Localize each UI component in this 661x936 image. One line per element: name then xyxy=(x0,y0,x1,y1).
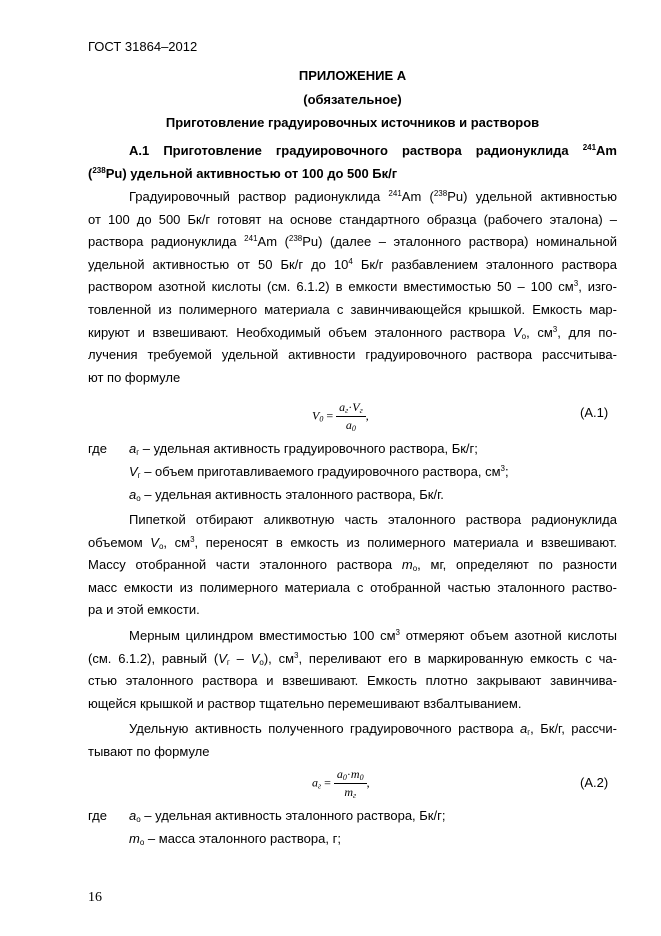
text: Pu) удельной активностью xyxy=(447,189,617,204)
formula-a1 xyxy=(312,400,369,433)
subscript: о xyxy=(136,815,141,824)
exponent: 3 xyxy=(294,650,299,660)
where-label: где xyxy=(88,441,107,456)
fraction xyxy=(336,400,366,433)
isotope-mass: 241 xyxy=(582,143,597,152)
section-heading-line1: Приготовление градуировочного раствора радионуклида xyxy=(163,143,569,158)
text-line: ра и этой емкости. xyxy=(88,602,200,618)
subscript: г xyxy=(359,406,363,415)
text: ; xyxy=(504,464,509,479)
text: кируют и взвешивают. Необходимый объем эталонного раствора xyxy=(88,324,513,340)
definition xyxy=(129,441,478,456)
fraction xyxy=(334,767,367,800)
isotope-mass: 238 xyxy=(92,165,106,175)
text: Бк/г разбавлением эталонного раствора xyxy=(352,256,617,272)
formula-a2 xyxy=(312,767,370,800)
text: (см. 6.1.2), равный ( xyxy=(88,650,219,666)
text: – удельная активность градуировочного раствора, Бк/г; xyxy=(139,441,478,456)
isotope-symbol: Am xyxy=(596,143,617,158)
exponent: 3 xyxy=(500,464,505,473)
variable: V xyxy=(512,324,522,340)
variable: V xyxy=(129,464,138,479)
definition xyxy=(129,464,509,479)
text: Пипеткой отбирают аликвотную часть эталонного раствора радионуклида xyxy=(129,512,617,527)
subscript: о xyxy=(158,541,164,551)
denominator xyxy=(336,417,366,433)
text: , изго- xyxy=(578,279,617,295)
numerator xyxy=(336,400,366,417)
text: – удельная активность эталонного раствора, Бк/г. xyxy=(140,487,444,502)
variable: m xyxy=(129,831,140,846)
text: Мерным цилиндром вместимостью 100 см xyxy=(129,628,396,643)
text-line: тывают по формуле xyxy=(88,743,210,759)
text: , переливают его в маркированную емкость с ча- xyxy=(298,650,617,666)
operator: · xyxy=(348,400,353,414)
text-line: масс емкости из полимерного материала с отобранной частью эталонного раство- xyxy=(88,579,617,595)
subscript: г xyxy=(345,406,349,415)
exponent: 3 xyxy=(190,534,195,544)
isotope-mass: 241 xyxy=(388,189,402,198)
text: , переносят в емкость из полимерного материала и взвешивают. xyxy=(194,534,618,550)
text: отмеряют объем азотной кислоты xyxy=(399,628,617,643)
formula-lhs: V xyxy=(312,408,320,423)
equals-sign: = xyxy=(326,408,334,423)
exponent: 3 xyxy=(552,324,558,334)
text-line: стью эталонного раствора и взвешивают. Емкость плотно закрывают завинчива- xyxy=(88,673,617,689)
numerator xyxy=(334,767,367,784)
text: – объем приготавливаемого градуировочного раствора, см xyxy=(140,464,501,479)
operator: · xyxy=(346,767,351,781)
text: Удельную активность полученного градуировочного раствора xyxy=(129,721,520,736)
subscript: о xyxy=(136,494,141,503)
text: , Бк/г, рассчи- xyxy=(530,721,617,736)
text: удельной активностью от 50 Бк/г до 10 xyxy=(88,256,349,272)
paragraph-3 xyxy=(88,625,617,715)
isotope-mass: 238 xyxy=(433,189,448,198)
equals-sign: = xyxy=(324,775,331,790)
variable: V xyxy=(218,650,227,666)
exponent: 3 xyxy=(573,279,579,289)
text: , см xyxy=(163,534,191,550)
text-line: товленной из полимерного материала с завинчивающейся крышкой. Емкость мар- xyxy=(88,301,617,317)
text: Am ( xyxy=(401,189,434,204)
text: , мг, определяют по разности xyxy=(417,557,617,573)
section-heading: А.1 Приготовление градуировочного раствора радионуклида $^{241}$Am ($^{238}$Pu) удельной активностью от 100 до 500 Бк/г xyxy=(88,143,617,181)
appendix-status: (обязательное) xyxy=(303,92,402,107)
variable: m xyxy=(401,557,413,573)
variable: a xyxy=(345,418,352,432)
subscript: г xyxy=(527,728,531,737)
text: ), см xyxy=(263,650,295,666)
where-label: где xyxy=(88,808,107,823)
text-line: ют по формуле xyxy=(88,369,181,385)
variable: V xyxy=(250,650,260,666)
text: Am ( xyxy=(257,234,289,250)
section-number: А.1 xyxy=(129,143,150,158)
text: Pu) (далее – эталонного раствора) номинальной xyxy=(302,234,617,250)
variable: V xyxy=(352,400,360,414)
subscript: г xyxy=(353,791,357,800)
variable: a xyxy=(336,767,343,781)
text-line: от 100 до 500 Бк/г готовят на основе стандартного образца (рабочего эталона) – xyxy=(88,211,617,227)
text: Массу отобранной части эталонного раствора xyxy=(88,557,402,573)
page-number: 16 xyxy=(88,890,102,905)
definition xyxy=(129,487,444,502)
text-line: ющейся крышкой и раствор тщательно перемешивают взбалтыванием. xyxy=(88,695,522,711)
variable: a xyxy=(129,487,137,502)
text: – xyxy=(229,650,251,666)
text: , для по- xyxy=(557,324,617,340)
subscript: о xyxy=(259,657,264,667)
text: – удельная активность эталонного раствора, Бк/г; xyxy=(140,808,446,823)
text: раствором азотной кислоты (см. 6.1.2) в емкости вместимостью 50 – 100 см xyxy=(88,279,574,295)
variable: m xyxy=(344,785,354,799)
variable: a xyxy=(129,441,137,456)
subscript: г xyxy=(137,471,141,480)
appendix-subtitle: Приготовление градуировочных источников и растворов xyxy=(165,115,540,130)
subscript: г xyxy=(318,781,322,791)
subscript: г xyxy=(226,657,230,667)
isotope-mass: 241 xyxy=(244,234,258,244)
document-header: ГОСТ 31864–2012 xyxy=(88,39,198,54)
subscript: 0 xyxy=(351,424,356,433)
paragraph-4 xyxy=(88,718,617,763)
definition xyxy=(129,808,445,823)
text-line: лучения требуемой удельной активности градуировочного раствора рассчитыва- xyxy=(88,347,617,363)
appendix-title: ПРИЛОЖЕНИЕ А xyxy=(298,68,407,83)
equation-number-a2: (А.2) xyxy=(580,775,609,790)
isotope-mass: 238 xyxy=(288,234,303,244)
denominator xyxy=(334,784,367,800)
punctuation: , xyxy=(365,408,369,423)
text: , см xyxy=(526,324,553,340)
text: объемом xyxy=(88,534,151,550)
paragraph-1 xyxy=(88,186,617,389)
text: раствора радионуклида xyxy=(88,234,245,250)
variable: V xyxy=(150,534,159,550)
variable: a xyxy=(129,808,137,823)
subscript: 0 xyxy=(359,773,364,782)
subscript: о xyxy=(521,331,527,341)
variable: a xyxy=(339,400,346,414)
subscript: о xyxy=(412,564,418,574)
variable: a xyxy=(519,721,528,736)
subscript: 0 xyxy=(319,414,324,424)
definition xyxy=(129,831,341,846)
equation-number-a1: (А.1) xyxy=(580,405,609,420)
text: – масса эталонного раствора, г; xyxy=(144,831,341,846)
subscript: о xyxy=(139,838,145,847)
exponent: 4 xyxy=(348,256,353,266)
punctuation: , xyxy=(366,775,370,790)
text: Градуировочный раствор радионуклида xyxy=(129,189,389,204)
variable: m xyxy=(350,767,360,781)
exponent: 3 xyxy=(395,628,400,637)
formula-lhs: a xyxy=(312,775,318,790)
section-heading-line2: Pu) удельной активностью от 100 до 500 Бк/г xyxy=(105,165,398,181)
paragraph-2 xyxy=(88,509,617,622)
subscript: 0 xyxy=(342,773,347,782)
subscript: г xyxy=(136,448,140,457)
